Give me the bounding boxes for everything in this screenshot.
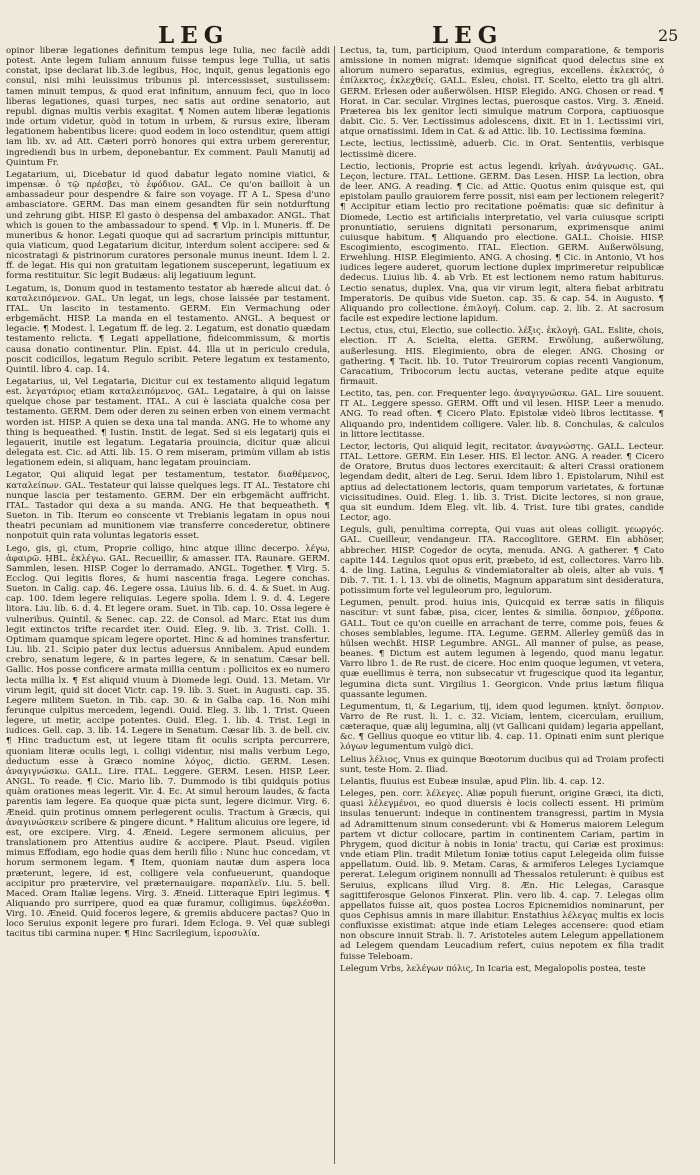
entry: opinor liberæ legationes definitum tempus lege Iulia, nec facilè addi potest. Ante legem Iuliam annuum fuisse tempus lege Tullia, ut satis constat, ipse declarat lib.3.de legibus, Hoc, inquit, genus legationis ego consul, nisi mihi leuissimus tribunus pl. intercessisset, sustulissem: tamen minuit tempus, & quod erat infinitum, annuum feci, quo in loco liberas legationes, quasi turpes, nec satis aut ordine senatorio, aut republ. dignas multis verbis exagitat. ¶ Nomen autem liberæ legationis inde ortum videtur, quòd in totum in urbem, & rursus exire, liberam legationem habentibus licere: quod eodem in loco ostenditur, quem attigi iam lib. xv. ad Att. Cæteri porrò honores qui extra urbem gererentur, ingrediendi bus in urbem, deponebantur. Ex comment. Pauli Manutij ad Quintum Fr. <box>6 46 330 168</box>
entry-legumentum: Legumentum, ti, & Legarium, tij, idem quod legumen. ḳṭnîyt. ὄσπριον. Varro de Re rust. li. 1. c. 32. Viciam, lentem, cicerculam, eruilium, cæteraque, quæ alij legumina, alij (vt Gallicani quidam) legaria appellant, &c. ¶ Gellius quoque eo vtitur lib. 4. cap. 11. Opinati enim sunt plerique λόγων legumentum vulgò dici. <box>340 701 664 753</box>
entry-lectus-participium: Lectus, ta, tum, participium, Quod interdum comparatione, & temporis amissione in nomen migrat: idemque significat quod delectus sine ex aliorum numero separatus, eximius, egregius, excellens. ἐκλεκτός, ὁ ἐπίλεκτος, ἐκλεχθείς. GALL. Esleu, choisi. IT. Scelto, eletto tra gli altri. GERM. Erlesen oder außerwölsen. HISP. Elegido. ANG. Chosen or read. ¶ Horat. in Car. secular. Virgines lectas, puerosque castos. Virg. 3. Æneid. Præterea bis lex genitor lecti simulque matrum Corpora, captiuosque dabit. Cic. 5. Ver. Lectissimus adolescens, dixit. Et in 1. Lectissimi viri, atque ornatissimi. Idem in Cat. & ad Attic. lib. 10. Lectissima fœmina. <box>340 46 664 138</box>
column-divider <box>334 46 335 1164</box>
entry-lecte: Lecte, lectius, lectissimè, aduerb. Cic. in Orat. Sententiis, verbisque lectissimè dicere. <box>340 139 664 160</box>
entry-lectito: Lectito, tas, pen. cor. Frequenter lego. ἀναγιγνώσκω. GAL. Lire souuent. IT AL. Leggere spesso. GERM. Offt und vil lesen. HISP. Leer a menudo. ANG. To read often. ¶ Cicero Plato. Epistolæ videò libros lectitasse. ¶ Aliquando pro, indentidem colligere. Valer. lib. 8. Conchulas, & calculos in littore lectitasse. <box>340 389 664 440</box>
left-column <box>6 46 330 1164</box>
entry-lectus-ctus: Lectus, ctus, ctui, Electio, sue collectio. λέξις. ἐκλογή. GAL. Eslite, chois, election. IT A. Scielta, eletta. GERM. Erwölung, außerwölung, außerlesung. HIS. Elegimiento, obra de eleger. ANG. Chosing or gathering. ¶ Tacit. lib. 10. Tutor Treuirorum copias recenti Vangionum, Caracatium, Tribocorum lectu auctas, veterane pedite atque equite firmauit. <box>340 326 664 387</box>
entry-lector: Lector, lectoris, Qui aliquid legit, recitator. ἀναγνώστης. GALL. Lecteur. ITAL. Lettore. GERM. Ein Leser. HIS. El lector. ANG. A reader. ¶ Cicero de Oratore, Brutus duos lectores exercitauit: & alteri Crassi orationem legendam dedit, alteri de Leg. Serui. Idem libro 1. Epistolarum, Nihil est aptius ad delectationem lectoris, quam temporum varietates, & fortunæ vicissitudines. Ouid. Eleg. 1. lib. 3. Trist. Dicite lectores, si non graue, qua sit eundum. Idem Eleg. vlt. lib. 4. Trist. Iure tibi grates, candide Lector, ago. <box>340 441 664 524</box>
page-header <box>0 8 700 50</box>
right-running-headword: LEG <box>432 22 504 49</box>
entry-legator: Legator, Qui aliquid legat per testamentum, testator. διαθέμενος, καταλείπων. GAL. Testateur qui laisse quelques legs. IT AL. Testatore chi nunque lascia per testamento. GERM. Der ein erbgemächt auffricht. ITAL. Tastador qui dexa a su manda. ANG. He that bequeatheth. ¶ Sueton. in Tib. Iterum eo conscente vt Trebianis legatam in opus noui theatri pecuniam ad munitionem viæ transferre concederetur, obtinere nonpotuit quin rata voluntas legatoris esset. <box>6 470 330 542</box>
entry-legatum: Legatum, is, Donum quod in testamento testator ab hærede alicui dat. ὁ καταλειπόμενον. GAL. Un legat, un legs, chose laissée par testament. ITAL. Un lascito in testamento. GERM. Ein Vermachung oder erbgemächt. HISP. La manda en el testamento. ANGL. A bequest or legacie. ¶ Modest. l. Legatum ff. de leg. 2. Legatum, est donatio quædam testamento relicta. ¶ Legati appellatione, fideicommissum, & mortis causa donatio continentur. Plin. Epist. 44. Illa ut in periculo credula, poscit codicillos, legatum Regulo scribit. Petere legatum ex testamento, Quintil. libro 4. cap. 14. <box>6 283 330 375</box>
right-column <box>340 46 664 1164</box>
entry-lelius: Lelius λέλιος, Vnus ex quinque Bœotorum ducibus qui ad Troiam profecti sunt, teste Hom. 2. Iliad. <box>340 754 664 775</box>
entry-lelantis: Lelantis, fluuius est Eubeæ insulæ, apud Plin. lib. 4. cap. 12. <box>340 776 605 787</box>
entry-legumen: Legumen, penult. prod. huius inis, Quicquid ex terræ satis in filiquis nascitur: vt sunt fabæ, pisa, cicer, lentes & similia. ὄσπριον, χέδροπα. GALL. Tout ce qu'on cueille en arrachant de terre, comme pois, feues & choses semblables, legume. ITA. Legume. GERM. Allerley gemüß das in hülsen wechßt. HISP. Legumbre. ANGL. All manner of pulse, as pease, beanes. ¶ Dictum est autem legumen à legendo, quod manu legatur. Varro libro 1. de Re rust. de cicere. Hoc enim quoque legumen, vt vetera, quæ euellimus è terra, non subsecatur vt frugescique quod ita legantur, legumina dicta sunt. Virgilius 1. Georgicon. Vnde prius lætum filiqua quassante legumen. <box>340 598 664 700</box>
entry-lectio: Lectio, lectionis, Proprie est actus legendi. ḳrîyah. ἀνάγνωσις. GAL. Leçon, lecture. ITAL. Lettione. GERM. Das Lesen. HISP. La lection, obra de leer. ANG. A reading. ¶ Cic. ad Attic. Quotus enim quisque est, qui epistolam paullo grauiorem ferre possit, nisi eam per lectionem relegerit? ¶ Accipitur etiam lectio pro recitatione poëmatis: quæ sic definitur à Diomede, Lectio est artificialis interpretatio, vel varia cuiusque scripti pronuntiatio, seruiens dignitati personarum, exprimensque animi cuiusque habitum. ¶ Aliquando pro electione. GALL. Choisie. HISP. Escogimiento, escogimento. ITAL. Election. GERM. Außerwölsung, Erwehlung. HISP. Elegimiento. ANG. A chosing. ¶ Cic. in Antonio, Vt hos iudices legere auderet, quorum lectione duplex imprimeretur reipublicæ dedecus. Liuius lib. 4. ab Vrb. Et est lectionem nemo ratum habiturus. Lectio senatus, duplex. Vna, qua vir virum legit, altera fiebat arbitratu Imperatoris. De quibus vide Sueton. cap. 35. & cap. 54. in Augusto. ¶ Aliquando pro collectione. ἐπιλογή. Colum. cap. 2. lib. 2. At sacrosum facile est expedire lectione lapidum. <box>340 161 664 325</box>
entry-lelegum-urbs: Lelegum Vrbs, λελέγων πόλις, In Icaria est, Megalopolis postea, teste <box>340 963 646 974</box>
entry-leleges: Leleges, pen. corr. λέλεγες. Aliæ populi fuerunt, origine Græci, ita dicti, quasi λέλεγμένοι, eo quod diuersis è locis collecti essent. Hi primùm insulas tenuerunt: indeque in continentem transgressi, partim in Mysia ad Adramittenum sinum consederunt: vbi & Homerus maiorem Lelegum partem vt dictur collocare, partim in continentem Cariam, partim in Phrygem, quod dicitur à nobis in Ionia' tractu, qui Cariæ est proximus: vnde etiam Plin. tradit Miletum Ioniæ totius caput Lelegeida olim fuisse appellatum. Ouid. lib. 9. Metam. Caras, & armiferos Leleges Lyciamque pererat. Lelegum originem nonnulli ad Thessalos retulerunt: è quibus est Seruius, explicans illud Virg. 8. Æn. Hic Lelegas, Carasque sagittiferosque Gelonos Finxerat. Plin. vero lib. 4. cap. 7. Lelegas olim appellatos fuisse ait, quos postea Locros Epicnemidios nominarunt, per quos Cephisus amnis in mare illabitur. Enstathius λέλεγας multis ex locis confluxisse existimat: atque inde etiam Leleges accensere: quod etiam non obscure innuit Strab. li. 7. Aristoteles autem Lelegum appellationem ad Lelegem quendam Leucadium refert, cuius nepotem ex filia tradit fuisse Teleboam. <box>340 789 664 962</box>
left-running-headword: LEG <box>158 22 230 49</box>
entry-legulus: Leguls, guli, penultima correpta, Qui vuas aut oleas colligit. γεωργός. GAL. Cueilleur, vendangeur. ITA. Raccoglitore. GERM. Ein abhöser, abbrecher. HISP. Cogedor de ocyta, menuda. ANG. A gatherer. ¶ Cato capite 144. Legulos quot opus erit, præbeto, id est, collectores. Varro lib. 4. de ling. Latina, Legulus & vindemiatoralter ab oleis, alter ab vuis. ¶ Dib. 7. Tit. 1. l. 13. vbi de olinetis, Magnum apparatum sint desideratura, potissimum forte vel leguleorum pro, legulorum. <box>340 525 664 597</box>
entry-lego: Lego, gis, gi, ctum, Proprie colligo, hinc atque illinc decerpo. λέγω, ἀφαιρῶ. ḤBL. ἐκλέγω. GAL. Recueillir, & amasser. ITA. Raunare. GERM. Sammlen, lesen. HISP. Coger lo derramado. ANGL. Together. ¶ Virg. 5. Ecclog. Qui legitis flores, & humi nascentia fraga. Legere conchas. Sueton. in Calig. cap. 46. Legere ossa. Liuius lib. 6. d. 4. & Suet. in Aug. cap. 100. Idem legere reliquias. Legere spolia. Idem l. 9. d. 4. Legere litora. Liu. lib. 6. d. 4. Et legere oram. Suet. in Tib. cap. 10. Ossa legere è vulneribus. Quintil. & Senec. cap. 22. de Consol. ad Marc. Etat ius dum legit extinctos trifte recardet iter. Ouid. Eleg. 9. lib. 3. Trist. Colli. 1. Optimam quamque spicam legere oportet. Hinc & ad homines transfertur. Liu. lib. 21. Scipio pater dux lectus aduersus Annibalem. Apud eundem crebro, senatum legere, & in partes legere, & in senatum. Cæsar bell. Gallic. Hos posse conficere armata millia centum : pollicitos ex eo numero lecta millia lx. ¶ Est aliquid viuum à Diomede legi. Ouid. 13. Metam. Vir virum legit, quid sit docet Victr. cap. 19. lib. 3. Suet. in Augusti. cap. 35. Legere militem Sueton. in Tib. cap. 30. & in Galba cap. 16. Non mihi ferunque culpitus mercedem, legendi. Ouid. Eleg. 3. lib. 1. Trist. Queen legere, ut metir, accipe potentes. Ouid. Eleg. 1. lib. 4. Trist. Legi in iudices. Gell. cap. 3. lib. 14. Legere in Senatum. Cæsar lib. 3. de bell. civ. ¶ Hinc traductum est, ut legere titam fit oculis scripta percurrere, quoniam literæ oculis legi, i. colligi videntur, nisi malis verbum Lego, deductum esse à Græco nomine λόγος, dictio. GERM. Lesen. ἀναγιγνώσκω. GALL. Lire. ITAL. Leggere. GERM. Lesen. HISP. Leer. ANGL. To reade. ¶ Cic. Mario lib. 7. Dummodo is tibi quidquis potius quàm orationes meas legerit. Vir. 4. Ec. At simul heroum laudes, & facta parentis iam legere. Ea quoque quæ picta sunt, legere dicimur. Virg. 6. Æneid. quin protinus omnem perlegerent oculis. Tractum à Græcis, qui ἀναγινώσκειν scribere & pingere dicunt. * Halitum alicuius ore legere, id est, ore excipere. Virg. 4. Æneid. Legere sermonem alicuius, per translationem pro Attentius audire & accipere. Plaut. Pseud. vigilen mimus Effodiam, ego hodie quas dem herili filio : Nunc huc concedam, vt horum sermonem legam. ¶ Item, quoniam nautæ dum aspera loca præterunt, legere, id est, colligere vela confueuerunt, quandoque accipitur pro prætervire, vel præternauigare. παραπλεῖν. Liu. 5. bell. Maced. Oram Italiæ legens. Virg. 3. Æneid. Litteraque Epiri legimus. ¶ Aliquando pro surripere, quod ea quæ furamur, colligimus. ὑφελέσθαι. Virg. 10. Æneid. Quid foceros legere, & gremiis abducere pactas? Quo in loco Seruius exponit legere pro furari. Idem Ecloga. 9. Vel quæ sublegi tacitus tibi carmina nuper. ¶ Hinc Sacrilegium, ἱεροσυλία. <box>6 543 330 940</box>
entry-legatarium: Legatarium, ui, Dicebatur id quod dabatur legato nomine viatici, & impensæ. ὁ τῷ πρέσβει, τὸ ἐφόδιον. GAL. Ce qu'on bailloit à un ambassadeur pour despendre & faire son voyage. IT A L. Spesa d'uno ambasciatore. GERM. Das man einem gesandten für sein notdurftung und zehrung gibt. HISP. El gasto ò despensa del ambaxador. ANGL. That which is gouen to the ambassadour to spend. ¶ Vlp. in l. Muneris. ff. De muneribus & honor. Legati quoque qui ad sacrarium principis mittuntur, quia viaticum, quod Legatarium dicitur, interdum solent accipere: sed & nicostratagi & pistrinorum curatores personale munus ineunt. Idem l. 2. ff. de legat. His qui non gratuitam legationem susceperunt, legatiuum ex forma restituitur. Sic legit Budæus: alij legatiuum legunt. <box>6 169 330 282</box>
page-number: 25 <box>658 26 679 45</box>
entry-legatarius: Legatarius, ui, Vel Legataria, Dicitur cui ex testamento aliquid legatum est. λεγατάριος etiam καταλειπόμενος. GAL. Legataire, à qui on laisse quelque chose par testament. ITAL. A cui è lasciata qualche cosa per testamento. GERM. Dem oder deren zu seinen erben von einem vermacht worden ist. HISP. A quien se dexa una tal manda. ANG. He to whome any thing is bequeathed. ¶ Iustin. Instit. de legat. Sed si eis legatarij quis ei legauerit, inutile est legatum. Legataria prouincia, dicitur quæ alicui delegata est. Cic. ad Atti. lib. 15. O rem miseram, primùm villam ab istis legationem edein, si aliquam, hanc legatam prouinciam. <box>6 377 330 469</box>
